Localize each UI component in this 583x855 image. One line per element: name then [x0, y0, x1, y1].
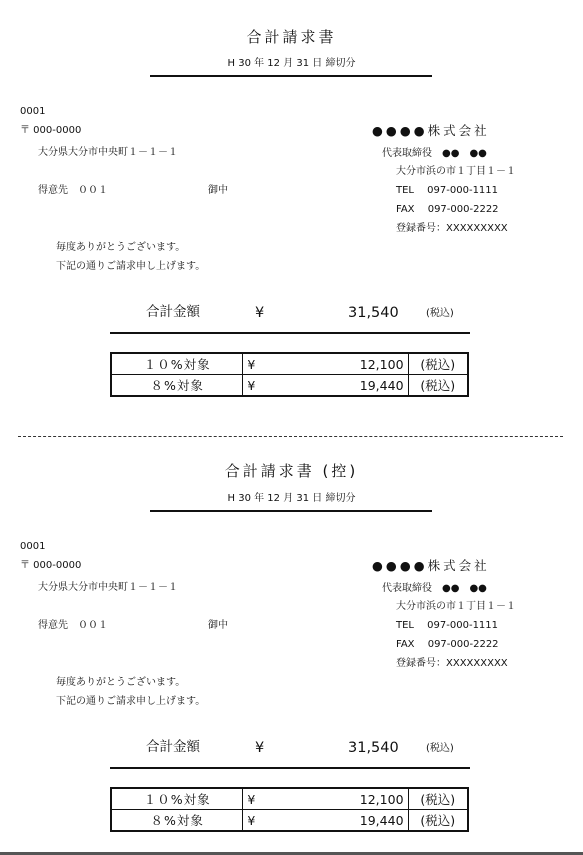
representative: 代表取締役 ●● ●● — [382, 583, 487, 594]
client-label: 得意先 ００１ — [38, 185, 108, 196]
tax-rate-label: ８%対象 — [111, 375, 243, 397]
customer-code: 0001 — [20, 106, 46, 117]
tax-amount-cell — [243, 353, 408, 375]
total-amount: 31,540 — [348, 305, 399, 321]
tax-rate-label: １０%対象 — [111, 788, 243, 810]
honorific: 御中 — [208, 185, 228, 196]
company-address: 大分市浜の市１丁目１－１ — [396, 601, 516, 612]
invoice-copy — [0, 435, 583, 855]
customer-address: 大分県大分市中央町１－１－１ — [38, 147, 178, 158]
greeting-line-1: 毎度ありがとうございます。 — [56, 677, 186, 688]
yen-sign: ¥ — [247, 791, 256, 807]
company-fax: FAX 097-000-2222 — [396, 639, 499, 650]
representative: 代表取締役 ●● ●● — [382, 148, 487, 159]
title-underline — [150, 75, 432, 77]
table-row — [111, 353, 468, 375]
tax-amount: 19,440 — [359, 812, 404, 828]
billing-period: H 30 年 12 月 31 日 締切分 — [227, 58, 356, 69]
billing-period: H 30 年 12 月 31 日 締切分 — [227, 493, 356, 504]
tax-amount: 12,100 — [359, 356, 404, 372]
yen-sign: ¥ — [247, 377, 256, 393]
company-fax: FAX 097-000-2222 — [396, 204, 499, 215]
total-tax-note: (税込) — [426, 743, 454, 754]
total-yen: ¥ — [255, 740, 265, 756]
postal-code: 〒 000-0000 — [20, 560, 82, 571]
total-underline — [110, 767, 470, 769]
company-tel: TEL 097-000-1111 — [396, 185, 499, 196]
customer-address: 大分県大分市中央町１－１－１ — [38, 582, 178, 593]
registration-number: 登録番号：XXXXXXXXX — [396, 223, 508, 234]
customer-code: 0001 — [20, 541, 46, 552]
tax-amount-cell — [243, 788, 408, 810]
table-row — [111, 375, 468, 397]
invoice-title: 合計請求書 — [246, 28, 337, 46]
tax-breakdown-table — [110, 787, 469, 832]
total-label: 合計金額 — [146, 304, 200, 320]
honorific: 御中 — [208, 620, 228, 631]
total-label: 合計金額 — [146, 739, 200, 755]
yen-sign: ¥ — [247, 356, 256, 372]
greeting-line-2: 下記の通りご請求申し上げます。 — [56, 696, 206, 707]
client-label: 得意先 ００１ — [38, 620, 108, 631]
title-underline — [150, 510, 432, 512]
total-tax-note: (税込) — [426, 308, 454, 319]
postal-code: 〒 000-0000 — [20, 125, 82, 136]
tax-amount: 19,440 — [359, 377, 404, 393]
company-address: 大分市浜の市１丁目１－１ — [396, 166, 516, 177]
table-row — [111, 810, 468, 832]
tax-included-note: (税込) — [408, 788, 468, 810]
total-underline — [110, 332, 470, 334]
company-name: ●●●●株式会社 — [372, 558, 490, 573]
total-yen: ¥ — [255, 305, 265, 321]
tax-amount-cell — [243, 375, 408, 397]
greeting-line-1: 毎度ありがとうございます。 — [56, 242, 186, 253]
tax-included-note: (税込) — [408, 375, 468, 397]
registration-number: 登録番号：XXXXXXXXX — [396, 658, 508, 669]
invoice-original — [0, 0, 583, 420]
tax-amount-cell — [243, 810, 408, 832]
total-amount: 31,540 — [348, 740, 399, 756]
yen-sign: ¥ — [247, 812, 256, 828]
tax-included-note: (税込) — [408, 353, 468, 375]
greeting-line-2: 下記の通りご請求申し上げます。 — [56, 261, 206, 272]
company-name: ●●●●株式会社 — [372, 123, 490, 138]
tax-rate-label: ８%対象 — [111, 810, 243, 832]
tax-breakdown-table — [110, 352, 469, 397]
invoice-copy-title: 合計請求書 (控) — [224, 462, 359, 480]
tax-rate-label: １０%対象 — [111, 353, 243, 375]
company-tel: TEL 097-000-1111 — [396, 620, 499, 631]
table-row — [111, 788, 468, 810]
tax-included-note: (税込) — [408, 810, 468, 832]
tax-amount: 12,100 — [359, 791, 404, 807]
